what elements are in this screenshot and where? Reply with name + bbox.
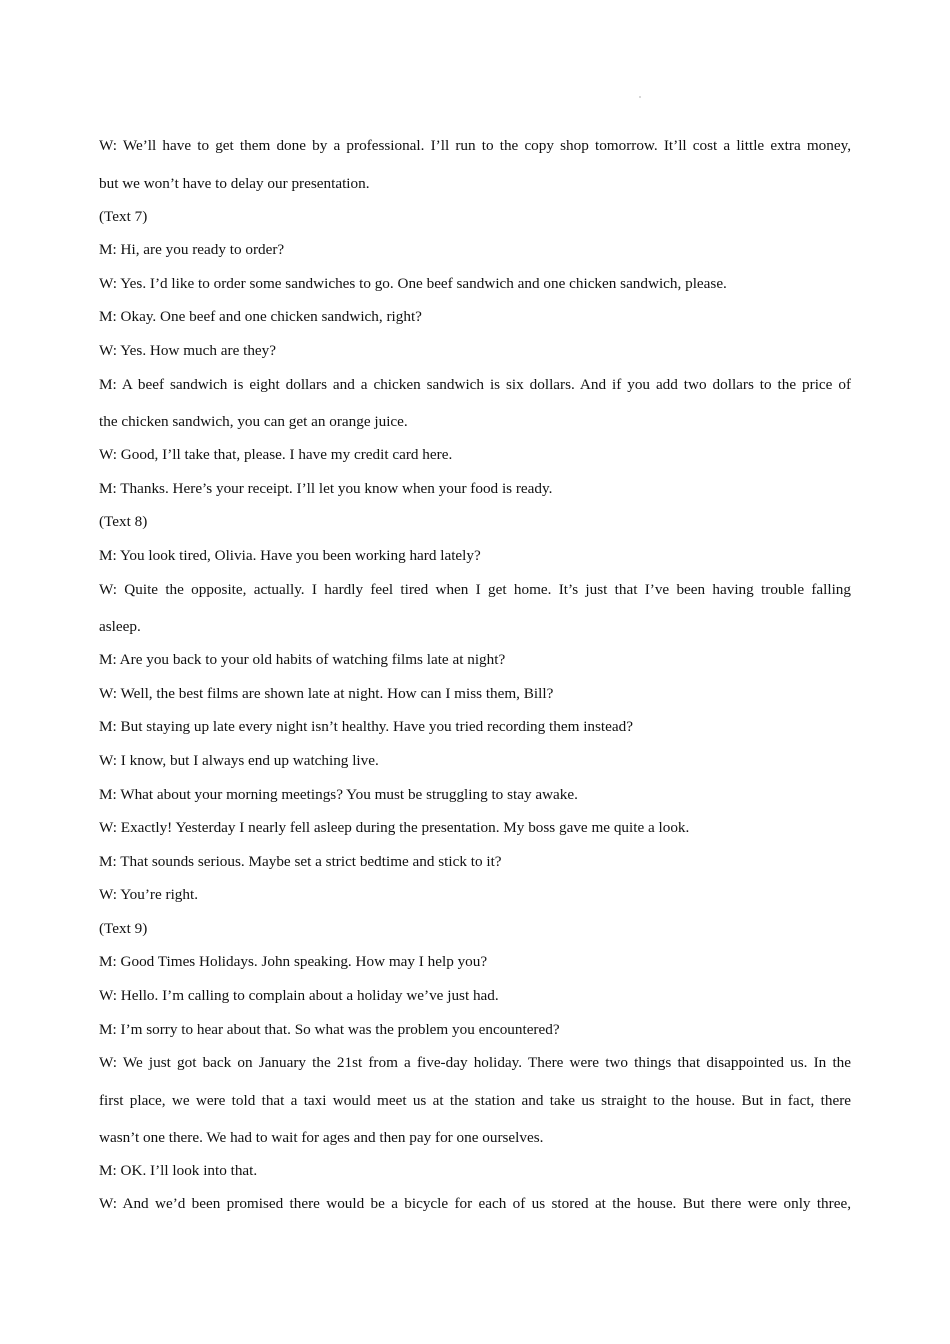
transcript-line: M: What about your morning meetings? You must be struggling to stay awake.: [99, 785, 578, 803]
transcript-text: [99, 130, 851, 1222]
transcript-line: but we won’t have to delay our presentation.: [99, 174, 370, 192]
transcript-line: M: You look tired, Olivia. Have you been working hard lately?: [99, 546, 481, 564]
transcript-line: M: Thanks. Here’s your receipt. I’ll let you know when your food is ready.: [99, 479, 553, 497]
transcript-line: W: Exactly! Yesterday I nearly fell asleep during the presentation. My boss gave me quite a look.: [99, 819, 690, 837]
transcript-line: W: Yes. How much are they?: [99, 341, 277, 359]
transcript-line: W: Well, the best films are shown late at night. How can I miss them, Bill?: [99, 684, 554, 702]
transcript-line: M: Hi, are you ready to order?: [99, 241, 285, 259]
transcript-line: W: And we’d been promised there would be a bicycle for each of us stored at the house. But there were only three,: [99, 1195, 851, 1213]
transcript-line: the chicken sandwich, you can get an orange juice.: [99, 413, 408, 431]
transcript-line: W: I know, but I always end up watching live.: [99, 751, 379, 769]
transcript-line: W: We just got back on January the 21st from a five-day holiday. There were two things that disappointed us. In the: [99, 1054, 851, 1072]
transcript-line: W: You’re right.: [99, 886, 198, 904]
transcript-line: asleep.: [99, 618, 141, 636]
transcript-line: W: We’ll have to get them done by a professional. I’ll run to the copy shop tomorrow. It’ll cost a little extra money,: [99, 137, 851, 154]
transcript-line: (Text 7): [99, 207, 148, 225]
transcript-line: M: That sounds serious. Maybe set a strict bedtime and stick to it?: [99, 852, 502, 870]
transcript-line: W: Yes. I’d like to order some sandwiches to go. One beef sandwich and one chicken sandwich, please.: [99, 274, 727, 292]
transcript-line: wasn’t one there. We had to wait for ages and then pay for one ourselves.: [99, 1128, 544, 1146]
transcript-line: M: Are you back to your old habits of watching films late at night?: [99, 651, 506, 669]
header-mark: [639, 96, 641, 98]
transcript-line: M: But staying up late every night isn’t healthy. Have you tried recording them instead?: [99, 718, 633, 736]
transcript-line: W: Good, I’ll take that, please. I have my credit card here.: [99, 446, 453, 464]
transcript-line: W: Hello. I’m calling to complain about a holiday we’ve just had.: [99, 987, 499, 1005]
transcript-line: M: Okay. One beef and one chicken sandwich, right?: [99, 308, 422, 326]
transcript-line: M: I’m sorry to hear about that. So what was the problem you encountered?: [99, 1020, 560, 1038]
transcript-line: M: OK. I’ll look into that.: [99, 1161, 258, 1179]
transcript-line: M: A beef sandwich is eight dollars and a chicken sandwich is six dollars. And if you add two dollars to the price of: [99, 375, 851, 393]
transcript-line: (Text 9): [99, 919, 148, 937]
transcript-line: first place, we were told that a taxi would meet us at the station and take us straight to the house. But in fact, there: [99, 1091, 851, 1109]
transcript-line: (Text 8): [99, 513, 148, 531]
transcript-line: W: Quite the opposite, actually. I hardly feel tired when I get home. It’s just that I’ve been having trouble falling: [99, 580, 851, 598]
transcript-line: M: Good Times Holidays. John speaking. How may I help you?: [99, 953, 488, 971]
